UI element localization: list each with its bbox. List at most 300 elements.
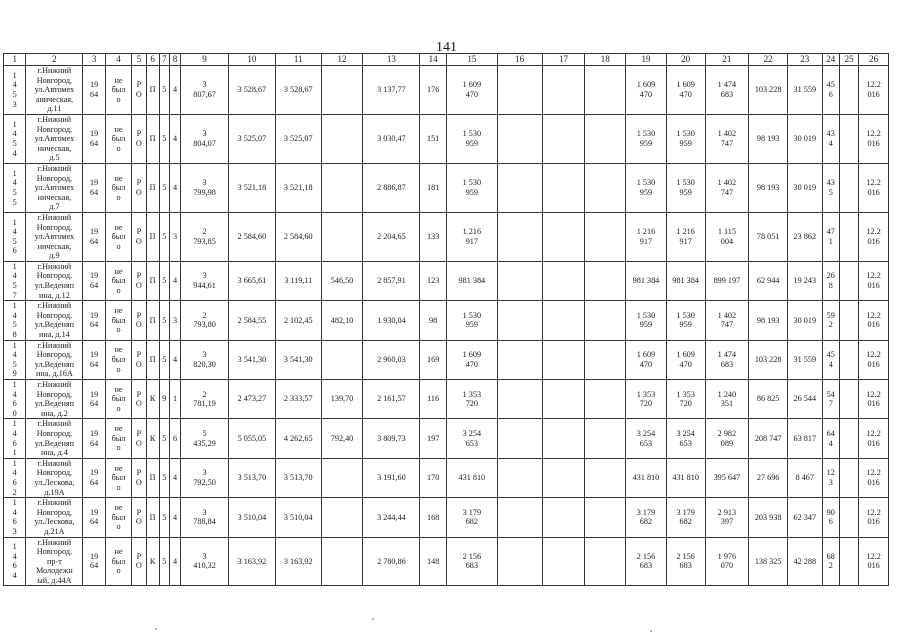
table-cell: 1 4 5 4 [4,114,26,163]
table-cell: 2 102,45 [275,301,321,340]
table-cell: 3 528,67 [275,66,321,115]
col-header: 23 [787,54,822,66]
scan-speck [650,630,652,632]
table-cell: 5 [159,498,169,537]
address-cell: г.Нижний Новгород, ул.Автомех ническая, д.5 [26,114,83,163]
table-cell: 1 4 6 0 [4,380,26,419]
table-cell: 5 [159,261,169,300]
table-cell: 3 525,07 [275,114,321,163]
table-cell: 1 976 070 [705,537,749,586]
table-cell: 12.2 016 [859,380,889,419]
table-cell: 90 6 [822,498,839,537]
table-cell: 151 [420,114,446,163]
table-cell: П [146,114,159,163]
table-cell: Р О [132,340,146,379]
table-cell: 1 609 470 [626,66,667,115]
table-cell: 981 384 [446,261,497,300]
table-cell: 3 521,18 [275,163,321,212]
table-cell: 19 64 [83,163,105,212]
address-cell: г.Нижний Новгород, ул.Лескова, д.19А [26,458,83,497]
col-header: 11 [275,54,321,66]
table-cell: 3 030,47 [363,114,420,163]
address-cell: г.Нижний Новгород, ул.Лескова, д.21А [26,498,83,537]
col-header: 13 [363,54,420,66]
table-row [4,498,889,537]
table-cell: 181 [420,163,446,212]
table-cell [542,301,585,340]
table-cell: не был о [105,114,131,163]
table-cell: 3 [169,212,180,261]
table-cell: 3 513,70 [275,458,321,497]
table-cell: 1 402 747 [705,114,749,163]
table-cell: 1 4 6 2 [4,458,26,497]
table-row [4,380,889,419]
table-cell: 431 810 [446,458,497,497]
table-cell: не был о [105,301,131,340]
table-cell: 3 820,30 [181,340,229,379]
table-cell: 4 [169,537,180,586]
address-cell: г.Нижний Новгород, пр-т Молодежн ый, д.44А [26,537,83,586]
col-header: 20 [666,54,705,66]
table-cell: не был о [105,163,131,212]
table-cell: 4 [169,340,180,379]
table-cell: 63 817 [787,419,822,458]
table-cell: 2 333,57 [275,380,321,419]
table-cell: 1 609 470 [666,66,705,115]
table-cell [542,114,585,163]
table-cell: не был о [105,66,131,115]
table-cell: 3 525,07 [228,114,275,163]
table-cell [585,340,626,379]
address-cell: г.Нижний Новгород, ул.Автомех ническая, д.7 [26,163,83,212]
table-cell [497,458,542,497]
table-cell: 3 521,18 [228,163,275,212]
table-cell: 3 944,61 [181,261,229,300]
table-cell: 103 228 [749,340,788,379]
table-cell [585,212,626,261]
table-cell [839,163,858,212]
table-cell: 9 [159,380,169,419]
table-cell: 5 [159,114,169,163]
table-cell: 4 262,65 [275,419,321,458]
table-cell: 4 [169,66,180,115]
table-cell [497,163,542,212]
table-cell: 395 647 [705,458,749,497]
table-cell: 1 530 959 [626,301,667,340]
table-row [4,261,889,300]
table-cell: не был о [105,537,131,586]
table-cell: 3 809,73 [363,419,420,458]
table-cell: 1 530 959 [666,301,705,340]
table-cell [585,301,626,340]
table-cell: П [146,498,159,537]
table-cell: 203 938 [749,498,788,537]
table-cell: 1 402 747 [705,163,749,212]
table-cell: 1 115 004 [705,212,749,261]
table-cell: 54 7 [822,380,839,419]
table-cell: 3 179 682 [446,498,497,537]
table-cell: 86 825 [749,380,788,419]
col-header: 2 [26,54,83,66]
table-cell: 12.2 016 [859,419,889,458]
table-cell [497,498,542,537]
table-row [4,212,889,261]
table-cell [497,114,542,163]
table-cell: 138 325 [749,537,788,586]
table-cell: 19 64 [83,498,105,537]
table-cell: 3 179 682 [626,498,667,537]
table-cell: 1 530 959 [666,163,705,212]
table-cell: 59 2 [822,301,839,340]
table-cell: 2 886,87 [363,163,420,212]
table-cell: Р О [132,212,146,261]
table-cell: К [146,419,159,458]
table-cell: 2 960,03 [363,340,420,379]
address-cell: г.Нижний Новгород, ул.Автомех ническая, д.9 [26,212,83,261]
table-cell: 1 530 959 [446,301,497,340]
table-cell [321,340,363,379]
table-cell: 12.2 016 [859,163,889,212]
table-cell: Р О [132,537,146,586]
table-cell: 3 528,67 [228,66,275,115]
col-header: 4 [105,54,131,66]
col-header: 24 [822,54,839,66]
table-cell: 78 051 [749,212,788,261]
table-cell: 3 254 653 [626,419,667,458]
table-cell: 1 609 470 [666,340,705,379]
table-cell: 98 193 [749,114,788,163]
table-cell [321,537,363,586]
table-cell: 2 793,85 [181,212,229,261]
address-cell: г.Нижний Новгород, ул.Автомех aническая, д.11 [26,66,83,115]
table-cell: 3 191,60 [363,458,420,497]
table-cell: 1 530 959 [666,114,705,163]
table-cell: 1 402 747 [705,301,749,340]
table-cell: 1 4 5 6 [4,212,26,261]
table-cell: 168 [420,498,446,537]
table-cell: 30 019 [787,301,822,340]
table-cell: 1 474 683 [705,340,749,379]
table-cell: 3 799,98 [181,163,229,212]
table-cell: 31 559 [787,66,822,115]
col-header: 18 [585,54,626,66]
table-cell: 19 64 [83,380,105,419]
table-cell: не был о [105,340,131,379]
col-header: 19 [626,54,667,66]
table-cell: 5 [159,212,169,261]
table-cell: 2 857,91 [363,261,420,300]
table-cell: 12.2 016 [859,66,889,115]
table-cell: 3 804,07 [181,114,229,163]
table-cell [839,380,858,419]
table-cell: П [146,261,159,300]
table-cell: 19 64 [83,301,105,340]
table-cell [542,261,585,300]
table-cell: 19 64 [83,261,105,300]
col-header: 14 [420,54,446,66]
col-header: 5 [132,54,146,66]
table-cell: не был о [105,380,131,419]
table-cell: П [146,458,159,497]
table-cell: 45 6 [822,66,839,115]
table-cell: 1 353 720 [626,380,667,419]
address-cell: г.Нижний Новгород, ул.Веденяп ина, д.14 [26,301,83,340]
table-cell: 3 541,30 [275,340,321,379]
table-cell: 116 [420,380,446,419]
table-cell: 2 156 683 [666,537,705,586]
table-body [4,66,889,586]
table-cell: 19 64 [83,212,105,261]
table-cell: П [146,66,159,115]
table-cell: не был о [105,419,131,458]
table-cell: 1 4 6 4 [4,537,26,586]
table-cell: 5 [159,419,169,458]
table-cell: Р О [132,380,146,419]
col-header: 8 [169,54,180,66]
table-cell: 4 [169,458,180,497]
table-cell: 3 792,50 [181,458,229,497]
table-cell: 98 193 [749,163,788,212]
table-cell: 2 584,60 [228,212,275,261]
table-cell: 5 [159,163,169,212]
table-cell: 30 019 [787,163,822,212]
table-cell: 43 4 [822,114,839,163]
table-cell: Р О [132,498,146,537]
table-cell: 197 [420,419,446,458]
table-cell: 5 055,05 [228,419,275,458]
table-cell: 170 [420,458,446,497]
col-header: 15 [446,54,497,66]
table-cell [321,212,363,261]
table-cell: 792,40 [321,419,363,458]
table-cell [321,114,363,163]
table-cell [542,340,585,379]
table-cell: 3 788,84 [181,498,229,537]
table-cell: Р О [132,261,146,300]
table-cell [497,380,542,419]
table-cell [542,380,585,419]
table-cell: Р О [132,66,146,115]
table-cell [585,458,626,497]
table-cell: 3 119,11 [275,261,321,300]
table-cell: 103 228 [749,66,788,115]
table-cell: 12.2 016 [859,212,889,261]
table-cell: 19 64 [83,458,105,497]
table-cell: 1 530 959 [446,114,497,163]
table-cell: 3 244,44 [363,498,420,537]
table-cell: 3 541,30 [228,340,275,379]
table-cell: 1 4 5 3 [4,66,26,115]
table-cell [839,340,858,379]
table-cell [585,498,626,537]
table-cell: 1 216 917 [446,212,497,261]
table-cell: 12 3 [822,458,839,497]
table-cell [497,212,542,261]
table-cell: 19 64 [83,114,105,163]
table-cell: 8 467 [787,458,822,497]
table-cell: 4 [169,163,180,212]
table-cell: 2 584,55 [228,301,275,340]
table-cell: 1 530 959 [626,163,667,212]
housing-register-table [3,53,889,586]
table-cell: 19 64 [83,66,105,115]
table-cell: 1 4 5 9 [4,340,26,379]
table-cell: 45 4 [822,340,839,379]
table-cell [585,163,626,212]
table-cell: 4 [169,261,180,300]
table-cell: 1 609 470 [626,340,667,379]
table-cell: 2 161,57 [363,380,420,419]
table-cell: 3 410,32 [181,537,229,586]
table-cell [839,114,858,163]
table-cell: 2 204,65 [363,212,420,261]
table-cell: не был о [105,212,131,261]
address-cell: г.Нижний Новгород, ул.Веденяп ина, д.2 [26,380,83,419]
table-cell: 5 [159,458,169,497]
table-cell [321,163,363,212]
table-cell: 64 4 [822,419,839,458]
col-header: 17 [542,54,585,66]
table-cell: П [146,212,159,261]
table-cell: 123 [420,261,446,300]
table-cell [497,66,542,115]
address-cell: г.Нижний Новгород, ул.Веденяп ина, д.16А [26,340,83,379]
table-cell: 208 747 [749,419,788,458]
table-cell [497,301,542,340]
table-cell: 4 [169,114,180,163]
col-header: 1 [4,54,26,66]
table-row [4,114,889,163]
table-cell: 98 193 [749,301,788,340]
table-cell: 5 [159,340,169,379]
table-cell: 1 240 351 [705,380,749,419]
table-cell: 1 474 683 [705,66,749,115]
table-cell: 42 288 [787,537,822,586]
table-cell [839,261,858,300]
table-cell: Р О [132,301,146,340]
col-header: 9 [181,54,229,66]
table-cell: 30 019 [787,114,822,163]
table-cell [497,419,542,458]
table-cell [585,537,626,586]
table-cell: 169 [420,340,446,379]
table-cell: 176 [420,66,446,115]
table-cell: 12.2 016 [859,114,889,163]
table-cell: 12.2 016 [859,498,889,537]
table-cell: 1 216 917 [626,212,667,261]
table-cell: 5 [159,537,169,586]
table-cell: 431 810 [666,458,705,497]
col-header: 7 [159,54,169,66]
table-cell: 19 64 [83,537,105,586]
table-cell: 6 [169,419,180,458]
col-header: 26 [859,54,889,66]
table-cell: 133 [420,212,446,261]
table-cell: 3 179 682 [666,498,705,537]
table-cell: 1 530 959 [626,114,667,163]
table-cell: К [146,537,159,586]
table-row [4,66,889,115]
column-number-row [4,54,889,66]
table-cell: 62 347 [787,498,822,537]
table-cell: 12.2 016 [859,301,889,340]
table-cell: 1 4 5 5 [4,163,26,212]
table-cell [839,498,858,537]
table-cell: 1 930,04 [363,301,420,340]
table-cell: 12.2 016 [859,340,889,379]
table-cell [585,261,626,300]
table-cell: 1 609 470 [446,66,497,115]
table-cell [542,537,585,586]
table-cell: 1 4 6 1 [4,419,26,458]
table-cell [542,498,585,537]
table-cell: К [146,380,159,419]
table-cell: 5 [159,66,169,115]
address-cell: г.Нижний Новгород, ул.Веденяп ина, д.4 [26,419,83,458]
table-cell: 68 2 [822,537,839,586]
table-cell: 3 [169,301,180,340]
table-cell: 43 5 [822,163,839,212]
table-cell: 3 254 653 [446,419,497,458]
table-cell: 482,10 [321,301,363,340]
address-cell: г.Нижний Новгород, ул.Веденяп ина, д.12 [26,261,83,300]
col-header: 6 [146,54,159,66]
table-cell [839,212,858,261]
col-header: 16 [497,54,542,66]
page-number: 141 [436,40,457,55]
table-cell: 1 216 917 [666,212,705,261]
table-cell: 12.2 016 [859,261,889,300]
table-cell: 1 4 5 7 [4,261,26,300]
table-cell: 3 163,92 [275,537,321,586]
table-cell: 3 665,61 [228,261,275,300]
table-cell: 19 64 [83,340,105,379]
col-header: 21 [705,54,749,66]
table-cell: 3 807,67 [181,66,229,115]
table-cell: 3 510,04 [228,498,275,537]
table-cell [839,66,858,115]
table-cell: 139,70 [321,380,363,419]
table-cell: 31 559 [787,340,822,379]
table-cell: 431 810 [626,458,667,497]
table-cell [542,66,585,115]
table-cell: не был о [105,458,131,497]
table-cell: 2 793,80 [181,301,229,340]
table-cell: 19 64 [83,419,105,458]
table-cell: 62 944 [749,261,788,300]
table-cell: 3 513,70 [228,458,275,497]
table-cell: Р О [132,114,146,163]
table-cell: 2 781,19 [181,380,229,419]
table-cell: 27 696 [749,458,788,497]
table-cell [585,380,626,419]
table-cell: 3 254 653 [666,419,705,458]
table-cell [542,458,585,497]
table-cell: 2 156 683 [626,537,667,586]
table-row [4,340,889,379]
table-cell: 3 137,77 [363,66,420,115]
table-cell: Р О [132,419,146,458]
table-cell: 2 982 089 [705,419,749,458]
table-cell: 23 862 [787,212,822,261]
table-cell: Р О [132,458,146,497]
table-cell: 2 913 397 [705,498,749,537]
table-cell: 2 780,86 [363,537,420,586]
table-cell: 4 [169,498,180,537]
table-cell [839,419,858,458]
table-cell [585,114,626,163]
col-header: 12 [321,54,363,66]
